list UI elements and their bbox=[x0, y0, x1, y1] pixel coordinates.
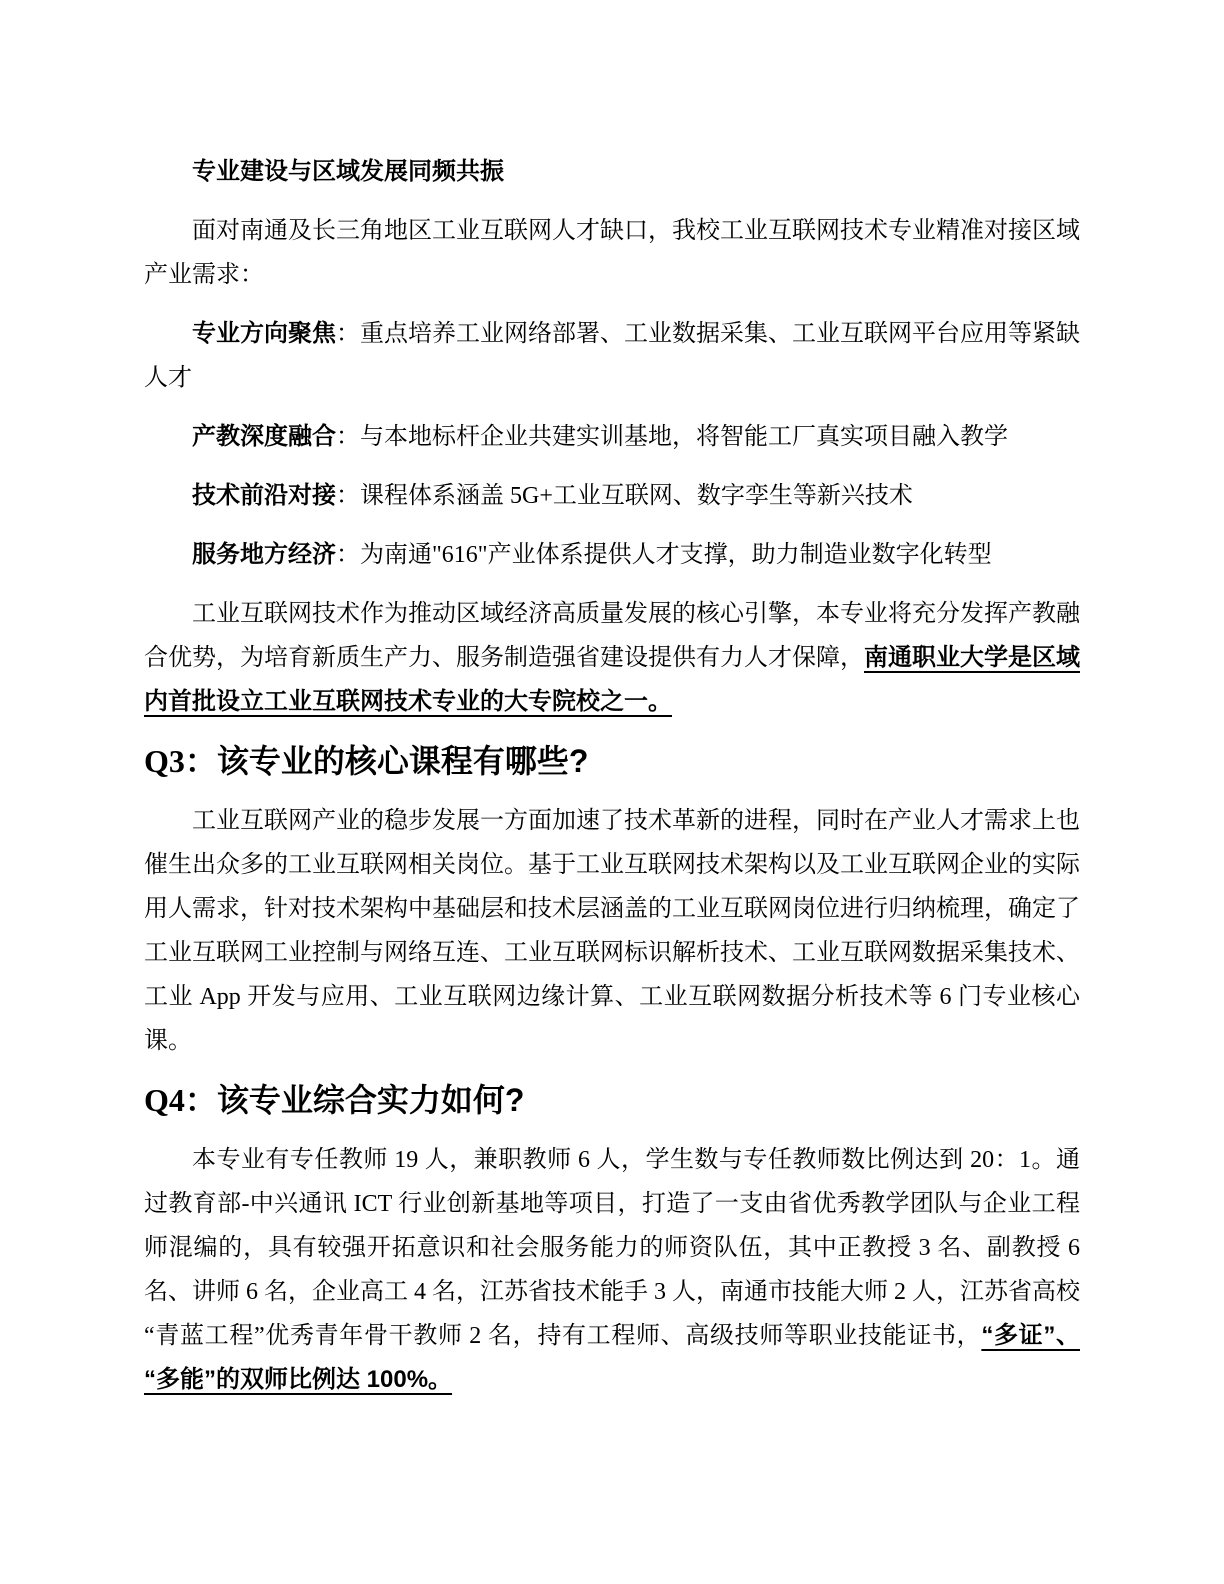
bullet-label: 服务地方经济 bbox=[192, 541, 336, 568]
summary-emphasis-underlined: 南通职业大学是区域内首批设立工业互联网技术专业的大专院校之一。 bbox=[144, 644, 1080, 715]
bullet-direction-focus bbox=[144, 312, 1080, 400]
q4-answer-text: 本专业有专任教师 19 人，兼职教师 6 人，学生数与专任教师数比例达到 20：1。通过教育部-中兴通讯 ICT 行业创新基地等项目，打造了一支由省优秀教学团队与企业工程师混编的，具有较强开拓意识和社会服务能力的师资队伍，其中正教授 3 名、副教授 6 名、讲师 6 名，企业高工 4 名，江苏省技术能手 3 人，南通市技能大师 2 人，江苏省高校“青蓝工程”优秀青年骨干教师 2 名，持有工程师、高级技师等职业技能证书， bbox=[144, 1147, 1080, 1349]
summary-text: 工业互联网技术作为推动区域经济高质量发展的核心引擎，本专业将充分发挥产教融合优势，为培育新质生产力、服务制造强省建设提供有力人才保障， bbox=[144, 601, 1080, 671]
document-content bbox=[144, 150, 1080, 1417]
bullet-label: 产教深度融合 bbox=[192, 423, 336, 450]
intro-paragraph bbox=[144, 209, 1080, 297]
heading-q4 bbox=[144, 1078, 1080, 1122]
q3-label: Q3： bbox=[144, 743, 217, 779]
q4-answer-paragraph bbox=[144, 1138, 1080, 1402]
bullet-label: 技术前沿对接 bbox=[192, 482, 336, 509]
summary-paragraph bbox=[144, 592, 1080, 724]
bullet-text: ：为南通"616"产业体系提供人才支撑，助力制造业数字化转型 bbox=[336, 542, 992, 568]
bullet-text: ：课程体系涵盖 5G+工业互联网、数字孪生等新兴技术 bbox=[336, 483, 913, 509]
bullet-tech-frontier bbox=[144, 474, 1080, 518]
heading-q3 bbox=[144, 739, 1080, 783]
q4-label: Q4： bbox=[144, 1082, 217, 1118]
bullet-label: 专业方向聚焦 bbox=[192, 320, 336, 347]
q4-title: 该专业综合实力如何? bbox=[216, 1082, 525, 1118]
bullet-text: ：与本地标杆企业共建实训基地，将智能工厂真实项目融入教学 bbox=[336, 424, 1008, 450]
intro-text: 面对南通及长三角地区工业互联网人才缺口，我校工业互联网技术专业精准对接区域产业需求： bbox=[144, 218, 1080, 288]
q3-answer-text: 工业互联网产业的稳步发展一方面加速了技术革新的进程，同时在产业人才需求上也催生出众多的工业互联网相关岗位。基于工业互联网技术架构以及工业互联网企业的实际用人需求，针对技术架构中基础层和技术层涵盖的工业互联网岗位进行归纳梳理，确定了工业互联网工业控制与网络互连、工业互联网标识解析技术、工业互联网数据采集技术、工业 App 开发与应用、工业互联网边缘计算、工业互联网数据分析技术等 6 门专业核心课。 bbox=[144, 808, 1080, 1054]
q3-answer-paragraph bbox=[144, 799, 1080, 1063]
subheading-region-development bbox=[144, 150, 1080, 194]
bullet-local-economy bbox=[144, 533, 1080, 577]
bullet-industry-education bbox=[144, 415, 1080, 459]
q3-title: 该专业的核心课程有哪些? bbox=[216, 743, 589, 779]
subheading-text: 专业建设与区域发展同频共振 bbox=[192, 158, 504, 185]
q4-answer-emphasis-underlined: “多证”、“多能”的双师比例达 100%。 bbox=[144, 1322, 1080, 1393]
bullet-text: ：重点培养工业网络部署、工业数据采集、工业互联网平台应用等紧缺人才 bbox=[144, 321, 1080, 391]
